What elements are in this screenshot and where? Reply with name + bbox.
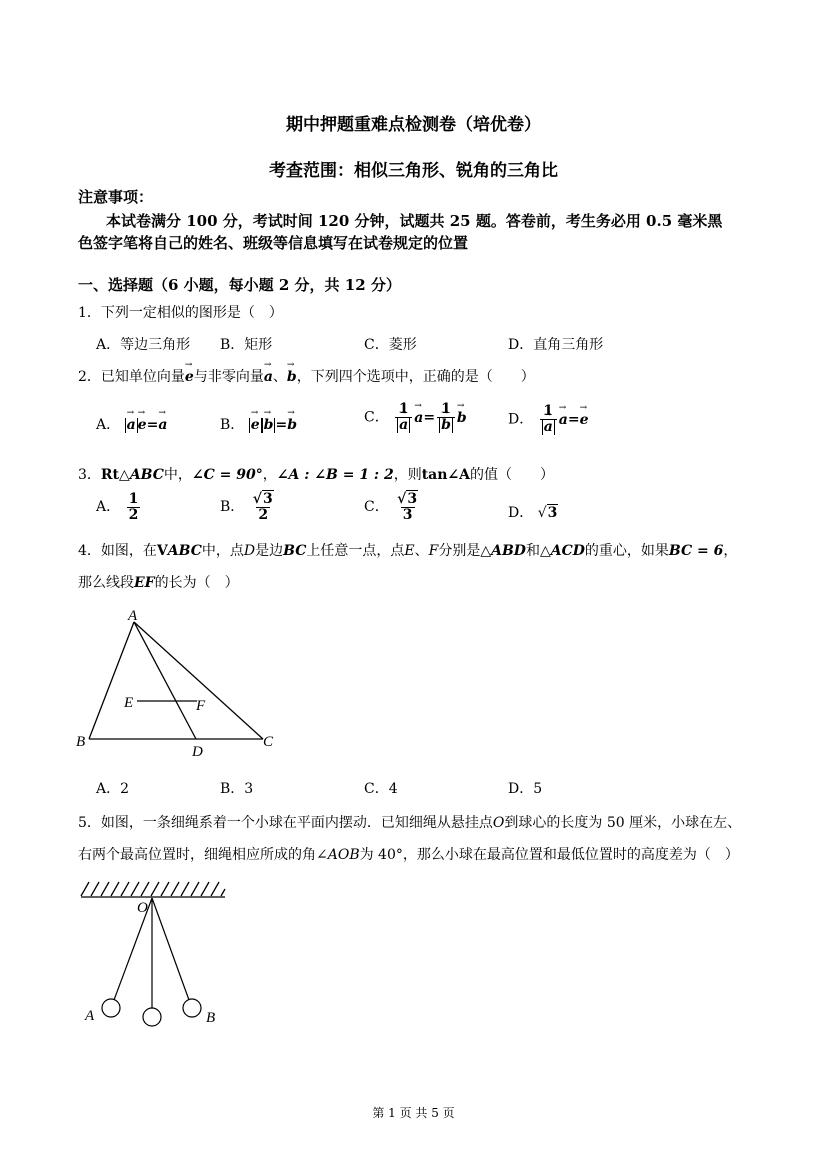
q3-triangle-name: ABC [129, 467, 164, 483]
notice-line-2: 色签字笔将自己的姓名、班级等信息填写在试卷规定的位置 [78, 234, 469, 252]
q4-triangle-symbol: V [156, 543, 168, 559]
fraction-denominator: 2 [128, 506, 139, 523]
vector-a: → a [399, 418, 408, 433]
q1-option-b: B．矩形 [220, 337, 273, 353]
vector-a: → a [544, 420, 553, 435]
section-1-heading: 一、选择题（6 小题，每小题 2 分，共 12 分） [78, 276, 401, 294]
q3-angle-c: ∠C = 90° [191, 467, 263, 483]
sqrt-symbol: √ [252, 491, 262, 507]
notice-line-1: 本试卷满分 100 分，考试时间 120 分钟，试题共 25 题。答卷前，考生务必用 0.5 毫米黑 [106, 212, 723, 230]
q5-pendulum-figure [75, 876, 235, 1036]
vector-a: → a [158, 417, 167, 433]
q4-triangle-name: ABC [167, 543, 202, 559]
option-label: D． [508, 411, 534, 428]
q3-stem-part: 中， [163, 467, 192, 483]
label-b: B [206, 1010, 216, 1026]
label-a: A [85, 1008, 95, 1024]
question-1-stem: 1．下列一定相似的图形是（ ） [78, 305, 283, 321]
q4-point-d: D [243, 543, 256, 559]
q3-option-d [508, 502, 558, 522]
radicand: 3 [407, 491, 418, 507]
q2-stem-sep: 、 [272, 369, 287, 385]
q3-stem-part: ， [262, 467, 277, 483]
q4-option-c: C．4 [364, 781, 398, 797]
fraction-numerator: 1 [398, 401, 409, 417]
q3-triangle-symbol: △ [119, 467, 130, 483]
equals-sign: = [275, 417, 288, 433]
q3-rt: Rt [100, 467, 120, 483]
label-o: O [137, 900, 148, 916]
page-footer: 第 1 页 共 5 页 [372, 1106, 455, 1120]
q3-option-b [220, 492, 278, 522]
q2-option-b [220, 414, 297, 434]
q4-triangle-figure [70, 600, 290, 765]
ceiling-hatching [81, 882, 225, 897]
question-5-stem-line-2 [78, 844, 739, 864]
notice-heading: 注意事项： [78, 188, 154, 206]
q4-stem-part: 、 [414, 543, 429, 559]
label-a: A [128, 608, 138, 624]
q1-option-c: C．菱形 [364, 337, 417, 353]
q2-vector-e: → e [185, 369, 194, 385]
equals-sign: = [423, 409, 436, 426]
vector-a: → a [127, 418, 136, 433]
option-label: A． [96, 417, 121, 433]
q1-option-d: D．直角三角形 [508, 337, 604, 353]
q2-option-d [508, 404, 589, 435]
page-subtitle: 考查范围：相似三角形、锐角的三角比 [269, 161, 558, 181]
q2-option-c [364, 402, 467, 433]
q4-stem-part: 中，点 [201, 543, 244, 559]
option-label: C． [364, 409, 389, 426]
q4-segment-ef: EF [134, 575, 155, 591]
label-f: F [196, 698, 206, 714]
q5-stem-part: 5．如图，一条细绳系着一个小球在平面内摆动．已知细绳从悬挂点 [78, 815, 493, 831]
label-c: C [263, 734, 274, 750]
option-label: B． [220, 417, 245, 433]
vector-b: → b [457, 410, 467, 426]
q4-triangle-abd: △ABD [480, 543, 526, 559]
q4-stem-part: 上任意一点，点 [306, 543, 405, 559]
radicand: 3 [262, 491, 273, 507]
vector-a: → a [414, 410, 423, 426]
string-right [152, 898, 189, 1000]
q4-stem-part: ， [723, 543, 738, 559]
label-d: D [192, 744, 203, 760]
q4-option-a: A．2 [96, 781, 130, 797]
question-3-stem [78, 464, 554, 484]
q3-angle-ratio: ∠A : ∠B = 1 : 2 [276, 467, 394, 483]
q3-stem-part: 3． [78, 467, 101, 483]
vector-e: → e [251, 418, 260, 433]
q4-stem-part: 4．如图，在 [78, 543, 157, 559]
q2-option-a [96, 414, 167, 434]
q4-bc-value: BC = 6 [668, 543, 724, 559]
sqrt-symbol: √ [397, 491, 407, 507]
equals-sign: = [567, 411, 580, 428]
vector-e: → e [580, 412, 589, 428]
fraction-denominator: 3 [402, 506, 413, 523]
vector-b: → b [264, 418, 274, 433]
q3-option-c [364, 492, 422, 522]
option-label: A． [96, 499, 121, 516]
q2-stem-part: 与非零向量 [193, 369, 264, 385]
fraction-denominator: 2 [258, 506, 269, 523]
q3-tan-a: tan∠A [421, 467, 471, 483]
option-label: C． [364, 499, 389, 516]
q4-option-b: B．3 [220, 781, 254, 797]
segment-ac [134, 622, 263, 739]
q4-stem-part: 分别是 [438, 543, 481, 559]
q4-side-bc: BC [283, 543, 307, 559]
ball-left [102, 999, 120, 1017]
q4-stem-part: 的重心，如果 [584, 543, 669, 559]
segment-ad [134, 622, 196, 739]
label-e: E [124, 695, 134, 711]
fraction-numerator: 1 [543, 403, 554, 419]
radicand: 3 [547, 505, 558, 521]
fraction-numerator: 1 [441, 401, 451, 417]
q4-stem-part: 是边 [255, 543, 284, 559]
q5-stem-part: 为 40°，那么小球在最高位置和最低位置时的高度差为（ ） [359, 847, 739, 863]
ball-middle [143, 1008, 161, 1026]
label-b: B [76, 734, 86, 750]
option-label: B． [220, 499, 245, 516]
question-2-stem [78, 366, 535, 386]
segment-ab [89, 622, 134, 739]
vector-b: → b [287, 417, 297, 433]
q3-stem-part: ，则 [393, 467, 422, 483]
sqrt-symbol: √ [537, 505, 547, 521]
q4-stem-part: 的长为（ ） [154, 575, 239, 591]
question-4-stem-line-2 [78, 572, 239, 592]
q5-point-o: O [492, 815, 505, 831]
q2-vector-a: → a [264, 369, 273, 385]
q5-stem-part: 到球心的长度为 50 厘米，小球在左、 [504, 815, 742, 831]
q2-vector-b: → b [287, 369, 297, 385]
q5-angle-aob: ∠AOB [316, 847, 360, 863]
page-title: 期中押题重难点检测卷（培优卷） [286, 115, 541, 135]
q4-point-f: F [428, 543, 439, 559]
question-5-stem-line-1 [78, 812, 741, 832]
vector-a: → a [559, 412, 568, 428]
q4-option-d: D．5 [508, 781, 543, 797]
q4-stem-part: 和 [525, 543, 540, 559]
vector-b: → b [441, 418, 451, 433]
q5-stem-part: 右两个最高位置时，细绳相应所成的角 [78, 847, 316, 863]
q3-option-a [96, 492, 142, 522]
option-label: D． [508, 505, 534, 521]
question-4-stem-line-1 [78, 540, 737, 560]
q4-triangle-acd: △ACD [539, 543, 585, 559]
q4-stem-part: 那么线段 [78, 575, 134, 591]
equals-sign: = [146, 417, 159, 433]
fraction-numerator: 1 [128, 491, 139, 507]
q2-stem-part: ，下列四个选项中，正确的是（ ） [296, 369, 535, 385]
q1-option-a: A．等边三角形 [96, 337, 191, 353]
q2-stem-part: 2．已知单位向量 [78, 369, 185, 385]
vector-e: → e [138, 417, 147, 433]
q3-stem-part: 的值（ ） [470, 467, 555, 483]
ball-right [183, 999, 201, 1017]
q4-point-e: E [404, 543, 415, 559]
